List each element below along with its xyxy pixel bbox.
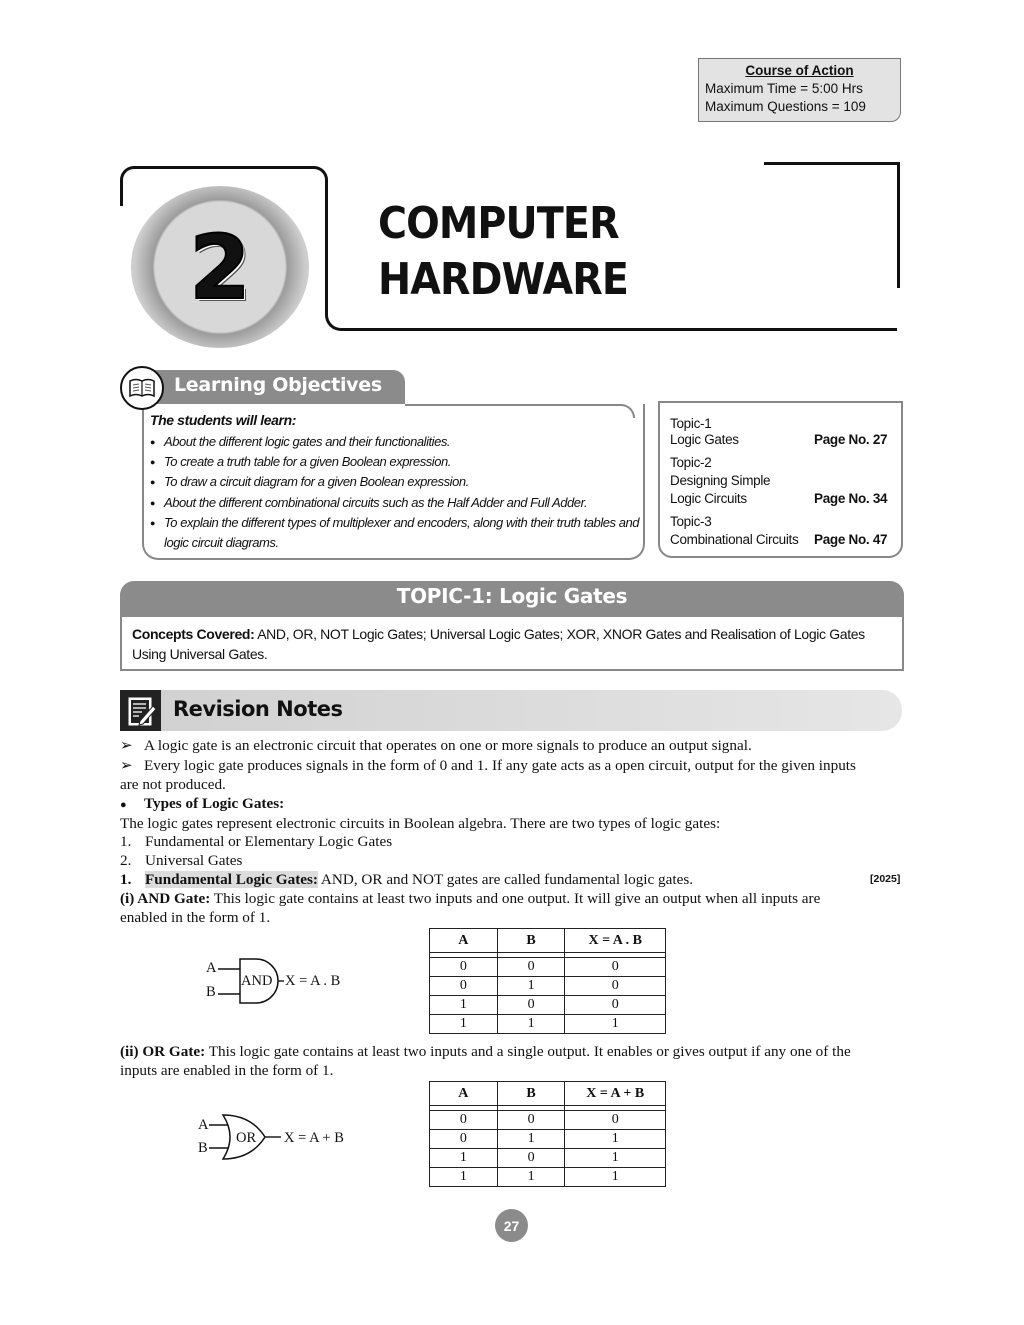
table-cell: 1 [430,996,498,1015]
table-cell: 0 [497,996,565,1015]
dot-bullet: ● [120,799,127,811]
and-gate-desc-cont: enabled in the form of 1. [120,909,271,926]
table-cell: 0 [430,977,498,996]
and-gate-text: This logic gate contains at least two inputs and one output. It will give an output when all inputs are [210,890,821,907]
table-cell: 0 [430,1111,498,1130]
table-cell: 1 [497,1168,565,1187]
page-number-badge: 27 [495,1209,528,1242]
learning-objectives-box-top [405,404,635,418]
topic-2-id: Topic-2 [670,455,712,470]
note-logic-gate [120,736,752,755]
table-row [430,977,666,996]
table-header: A [430,929,498,953]
table-cell: 0 [430,958,498,977]
and-gate-label: (i) AND Gate: [120,890,211,907]
table-cell: 0 [565,1111,666,1130]
and-gate-desc [120,889,820,908]
year-tag: [2025] [870,873,901,885]
note-signals [120,756,856,775]
table-cell: 1 [565,1130,666,1149]
table-row [430,1168,666,1187]
concepts-text: AND, OR, NOT Logic Gates; Universal Logic Gates; XOR, XNOR Gates and Realisation of Logic Gates Using Universal Gates. [132,626,865,662]
objective-item: ● To draw a circuit diagram for a given Boolean expression. [150,472,640,492]
or-input-a: A [198,1117,209,1133]
topic-2-name: Logic Circuits [670,491,747,506]
table-cell: 1 [497,977,565,996]
arrow-bullet: ➢ [120,737,133,754]
and-input-a: A [206,960,217,976]
table-header: B [497,929,565,953]
table-row [430,1130,666,1149]
table-cell: 1 [565,1168,666,1187]
table-header: X = A . B [565,929,666,953]
table-row [430,958,666,977]
learning-objectives-intro: The students will learn: [150,412,296,428]
topic-1-id: Topic-1 [670,416,712,431]
revision-notes-heading: Revision Notes [173,697,343,721]
table-header: X = A + B [565,1082,666,1106]
maximum-questions: Maximum Questions = 109 [705,99,866,114]
learning-objectives-heading: Learning Objectives [174,374,382,396]
table-cell: 0 [565,996,666,1015]
table-cell: 0 [565,958,666,977]
note-signals-text: Every logic gate produces signals in the form of 0 and 1. If any gate acts as a open circuit, output for the given inputs [144,757,856,774]
fundamental-label: Fundamental Logic Gates: [145,871,318,888]
topic-3-name: Combinational Circuits [670,532,799,547]
table-cell: 0 [497,1149,565,1168]
table-cell: 1 [430,1015,498,1034]
and-truth-table [429,928,666,1034]
table-cell: 1 [565,1149,666,1168]
course-of-action-title: Course of Action [745,63,854,78]
types-heading: Types of Logic Gates: [144,795,285,812]
table-cell: 0 [497,958,565,977]
table-row [430,1149,666,1168]
table-row [430,1015,666,1034]
concepts-covered-box [120,617,904,671]
table-cell: 1 [430,1149,498,1168]
types-heading-row [120,794,284,815]
fundamental-text: AND, OR and NOT gates are called fundamental logic gates. [317,871,694,888]
or-gate-symbol-label: OR [236,1130,257,1146]
or-output: X = A + B [284,1130,344,1146]
chapter-frame-right [764,162,900,288]
chapter-number: 2 [189,215,251,319]
table-cell: 1 [565,1015,666,1034]
list-number: 1. [120,871,132,888]
or-gate-text: This logic gate contains at least two inputs and a single output. It enables or gives output if any one of the [205,1043,851,1060]
and-input-b: B [206,984,216,1000]
book-icon [120,366,164,410]
and-gate-symbol-label: AND [241,973,273,989]
course-of-action-box [698,58,901,122]
or-truth-table [429,1081,666,1187]
or-gate-desc [120,1042,851,1061]
objective-item: ● About the different combinational circuits such as the Half Adder and Full Adder. [150,493,640,513]
list-text: Universal Gates [145,852,243,869]
topic-banner-title: TOPIC-1: Logic Gates [396,584,628,608]
table-cell: 0 [497,1111,565,1130]
table-cell: 1 [497,1130,565,1149]
arrow-bullet: ➢ [120,757,133,774]
notepad-pen-icon [120,690,161,731]
table-header: A [430,1082,498,1106]
types-intro: The logic gates represent electronic circuits in Boolean algebra. There are two types of logic gates: [120,815,721,832]
topic-1-name: Logic Gates [670,432,739,447]
topic-2-name-line1: Designing Simple [670,473,771,488]
note-logic-gate-text: A logic gate is an electronic circuit that operates on one or more signals to produce an output signal. [144,737,752,754]
list-number: 2. [120,852,132,869]
table-cell: 1 [430,1168,498,1187]
table-cell: 1 [497,1015,565,1034]
concepts-label: Concepts Covered: [132,626,255,642]
objective-item: ● About the different logic gates and their functionalities. [150,432,640,452]
table-cell: 0 [565,977,666,996]
table-cell: 0 [430,1130,498,1149]
table-header: B [497,1082,565,1106]
learning-objectives-list [150,432,640,553]
list-number: 1. [120,833,132,850]
note-signals-cont: are not produced. [120,776,226,793]
objective-item: ● To explain the different types of multiplexer and encoders, along with their truth tables and logic circuit diagrams. [150,513,640,553]
topic-1-page: Page No. 27 [814,432,888,447]
chapter-title [378,196,628,308]
topic-3-page: Page No. 47 [814,532,888,547]
chapter-title-line2: HARDWARE [378,254,629,305]
types-list-item [120,832,392,851]
types-list-item [120,851,242,870]
chapter-title-line1: COMPUTER [378,198,619,249]
topics-index-box [658,401,903,558]
and-output: X = A . B [285,973,341,989]
topic-3-id: Topic-3 [670,514,712,529]
or-gate-desc-cont: inputs are enabled in the form of 1. [120,1062,334,1079]
maximum-time: Maximum Time = 5:00 Hrs [705,81,863,96]
table-row [430,996,666,1015]
topic-2-page: Page No. 34 [814,491,888,506]
or-input-b: B [198,1140,208,1156]
objective-item: ● To create a truth table for a given Boolean expression. [150,452,640,472]
fundamental-gates-line [120,870,693,889]
list-text: Fundamental or Elementary Logic Gates [145,833,393,850]
table-row [430,1111,666,1130]
or-gate-label: (ii) OR Gate: [120,1043,206,1060]
